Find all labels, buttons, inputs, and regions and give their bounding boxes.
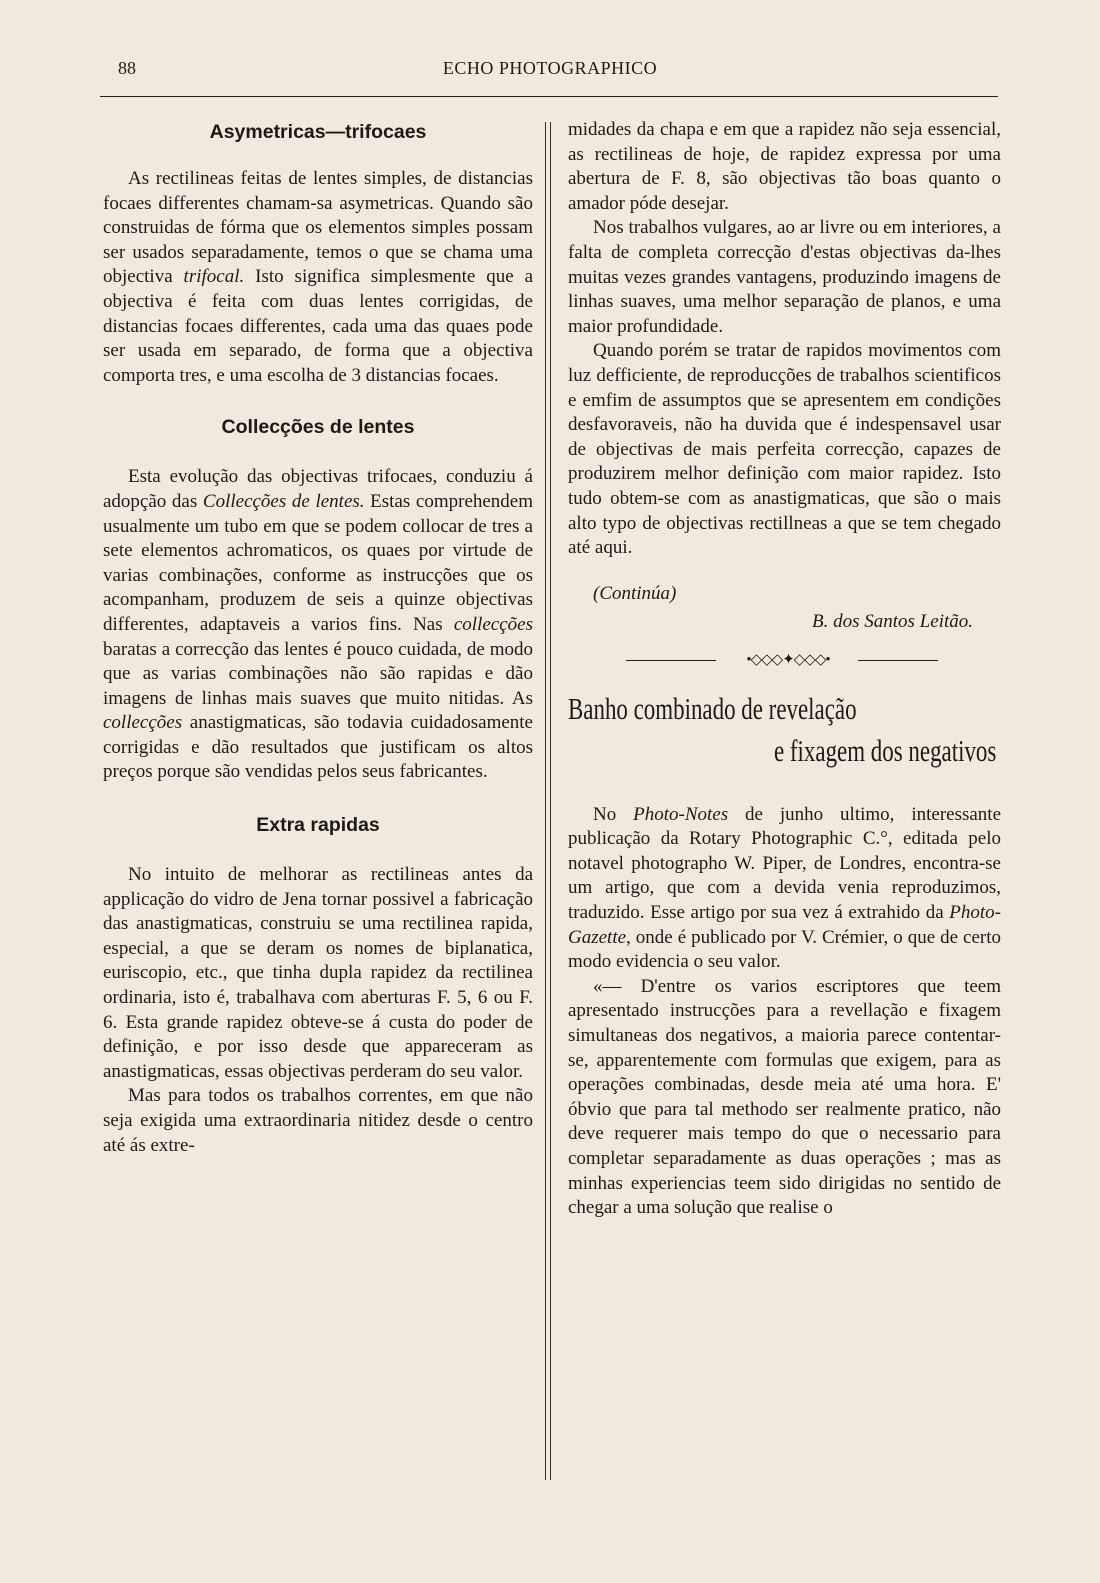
author-name: B. dos Santos Leitão. [812,610,973,632]
text-run: de junho ultimo, interessante publicação da Rotary Photographic C.°, editada pelo notavel photographo W. Piper, de Londres, encontra-se um artigo, que com a devida venia reproduzimos, traduzido. Esse artigo por sua vez á extrahido da [568,803,1002,924]
paragraph-asymetricas [103,167,533,388]
ornament-line-left [626,660,716,661]
paragraph-colleccoes [103,465,533,785]
italic-term: trifocal. [183,266,245,288]
paragraph-trabalhos-vulgares: Nos trabalhos vulgares, ao ar livre ou em interiores, a falta de completa correcção d'estas objectivas da-lhes muitas vezes grandes vantagens, produzindo imagens de linhas suaves, uma melhor separação de planos, e uma maior profundidade. [568,217,1001,337]
section-heading-colleccoes: Collecções de lentes [221,416,415,439]
paragraph-rapidos-movimentos: Quando porém se tratar de rapidos movimentos com luz defficiente, de reproducções de trabalhos scientificos e emfim de assumptos que se apresentem em condições desfavoraveis, não ha duvida que é indespensavel usar de objectivas de mais perfeita correcção, capazes de produzirem melhor definição com maior rapidez. Isto tudo obtem-se com as anastigmaticas, que são o mais alto typo de objectivas rectillneas a que se tem chegado até aqui. [568,340,1001,559]
column-divider [545,122,551,1480]
header-rule [100,96,998,97]
article-signoff [568,583,1001,635]
italic-term: Collecções de lentes. [202,490,365,512]
text-run: Estas comprehendem usualmente um tubo em que se podem collocar de tres a sete elementos achromaticos, os quaes por virtude de varias combinações, conforme as instrucções que os acompanham, produzem de seis a quinze objectivas differentes, adaptaveis a varios fins. Nas [103,490,534,635]
page-number: 88 [118,58,136,78]
italic-term: collecções [453,613,533,635]
text-run: baratas a correcção das lentes é pouco cuidada, de modo que as varias combinações não são rapidas e dão imagens de linhas mais suaves que muito nitidas. As [103,638,533,709]
right-column [568,118,1001,1221]
text-run: anastigmaticas, são todavia cuidadosamente corrigidas e dão resultados que justificam os altos preços porque são vendidas pelos seus fabricantes. [103,712,533,783]
headline-line-2: e fixagem dos negativos [774,732,997,768]
paragraph-extra-rapidas: No intuito de melhorar as rectilineas antes da applicação do vidro de Jena tornar possivel a fabricação das anastigmaticas, construiu se uma rectilinea rapida, especial, a que se deram os nomes de biplanatica, euriscopio, etc., que tinha dupla rapidez da rectilinea ordinaria, isto é, trabalhava com aberturas F. 5, 6 ou F. 6. Esta grande rapidez obteve-se á custa do poder de definição, e por isso desde que appareceram as anastigmaticas, essas objectivas perderam do seu valor. [103,864,533,1082]
italic-term: Photo-Gazette, [568,902,1001,948]
text-run: No [593,803,617,825]
headline-line-1: Banho combinado de revelação [568,690,857,726]
paragraph-continuation: midades da chapa e em que a rapidez não seja essencial, as rectilineas de hoje, de rapidez expressa por uma abertura de F. 8, são objectivas tão boas quanto o amador póde desejar. [568,119,1001,214]
text-run: onde é publicado por V. Crémier, o que de certo modo evidencia o seu valor. [568,926,1002,973]
page-header [100,58,1000,88]
text-run: As rectilineas feitas de lentes simples, de distancias focaes differentes chamam-sa asymetricas. Quando são construidas de fórma que os elementos simples possam ser usados separadamente, temos o que se chama uma objectiva [103,168,533,288]
ornament-glyphs: •◇◇◇✦◇◇◇• [746,651,830,668]
paragraph-escriptores: «— D'entre os varios escriptores que teem apresentado instrucções para a revellação e fixagem simultaneas dos negativos, a maioria parece contentar-se, apparentemente com formulas que exigem, para as operações combinadas, desde meia até uma hora. E' óbvio que para tal methodo ser realmente pratico, não deve requerer mais tempo do que o necessario para completar separadamente as duas operações ; mas as minhas experiencias teem sido dirigidas no sentido de chegar a uma solução que realise o [568,975,1001,1219]
italic-term: Photo-Notes [633,803,729,825]
text-run: Isto significa simplesmente que a objectiva é feita com duas lentes corrigidas, de distancias focaes differentes, cada uma das quaes pode ser usada em separado, de forma que a objectiva comporta tres, e uma escolha de 3 distancias focaes. [103,266,534,386]
paragraph-photo-notes [568,803,1001,975]
section-heading-asymetricas: Asymetricas—trifocaes [209,121,427,143]
continua-note: (Continúa) [593,582,677,604]
ornament-divider [568,647,1001,677]
text-run: Esta evolução das objectivas trifocaes, conduziu á adopção das [103,466,533,512]
ornament-line-right [858,660,938,661]
italic-term: collecções [103,712,183,734]
article-headline [568,689,1001,779]
section-heading-extra-rapidas: Extra rapidas [256,814,380,837]
left-column [103,118,533,1158]
paragraph-trabalhos-correntes: Mas para todos os trabalhos correntes, em que não seja exigida uma extraordinaria nitidez desde o centro até ás extre- [103,1085,533,1156]
running-title: ECHO PHOTOGRAPHICO [442,58,658,78]
